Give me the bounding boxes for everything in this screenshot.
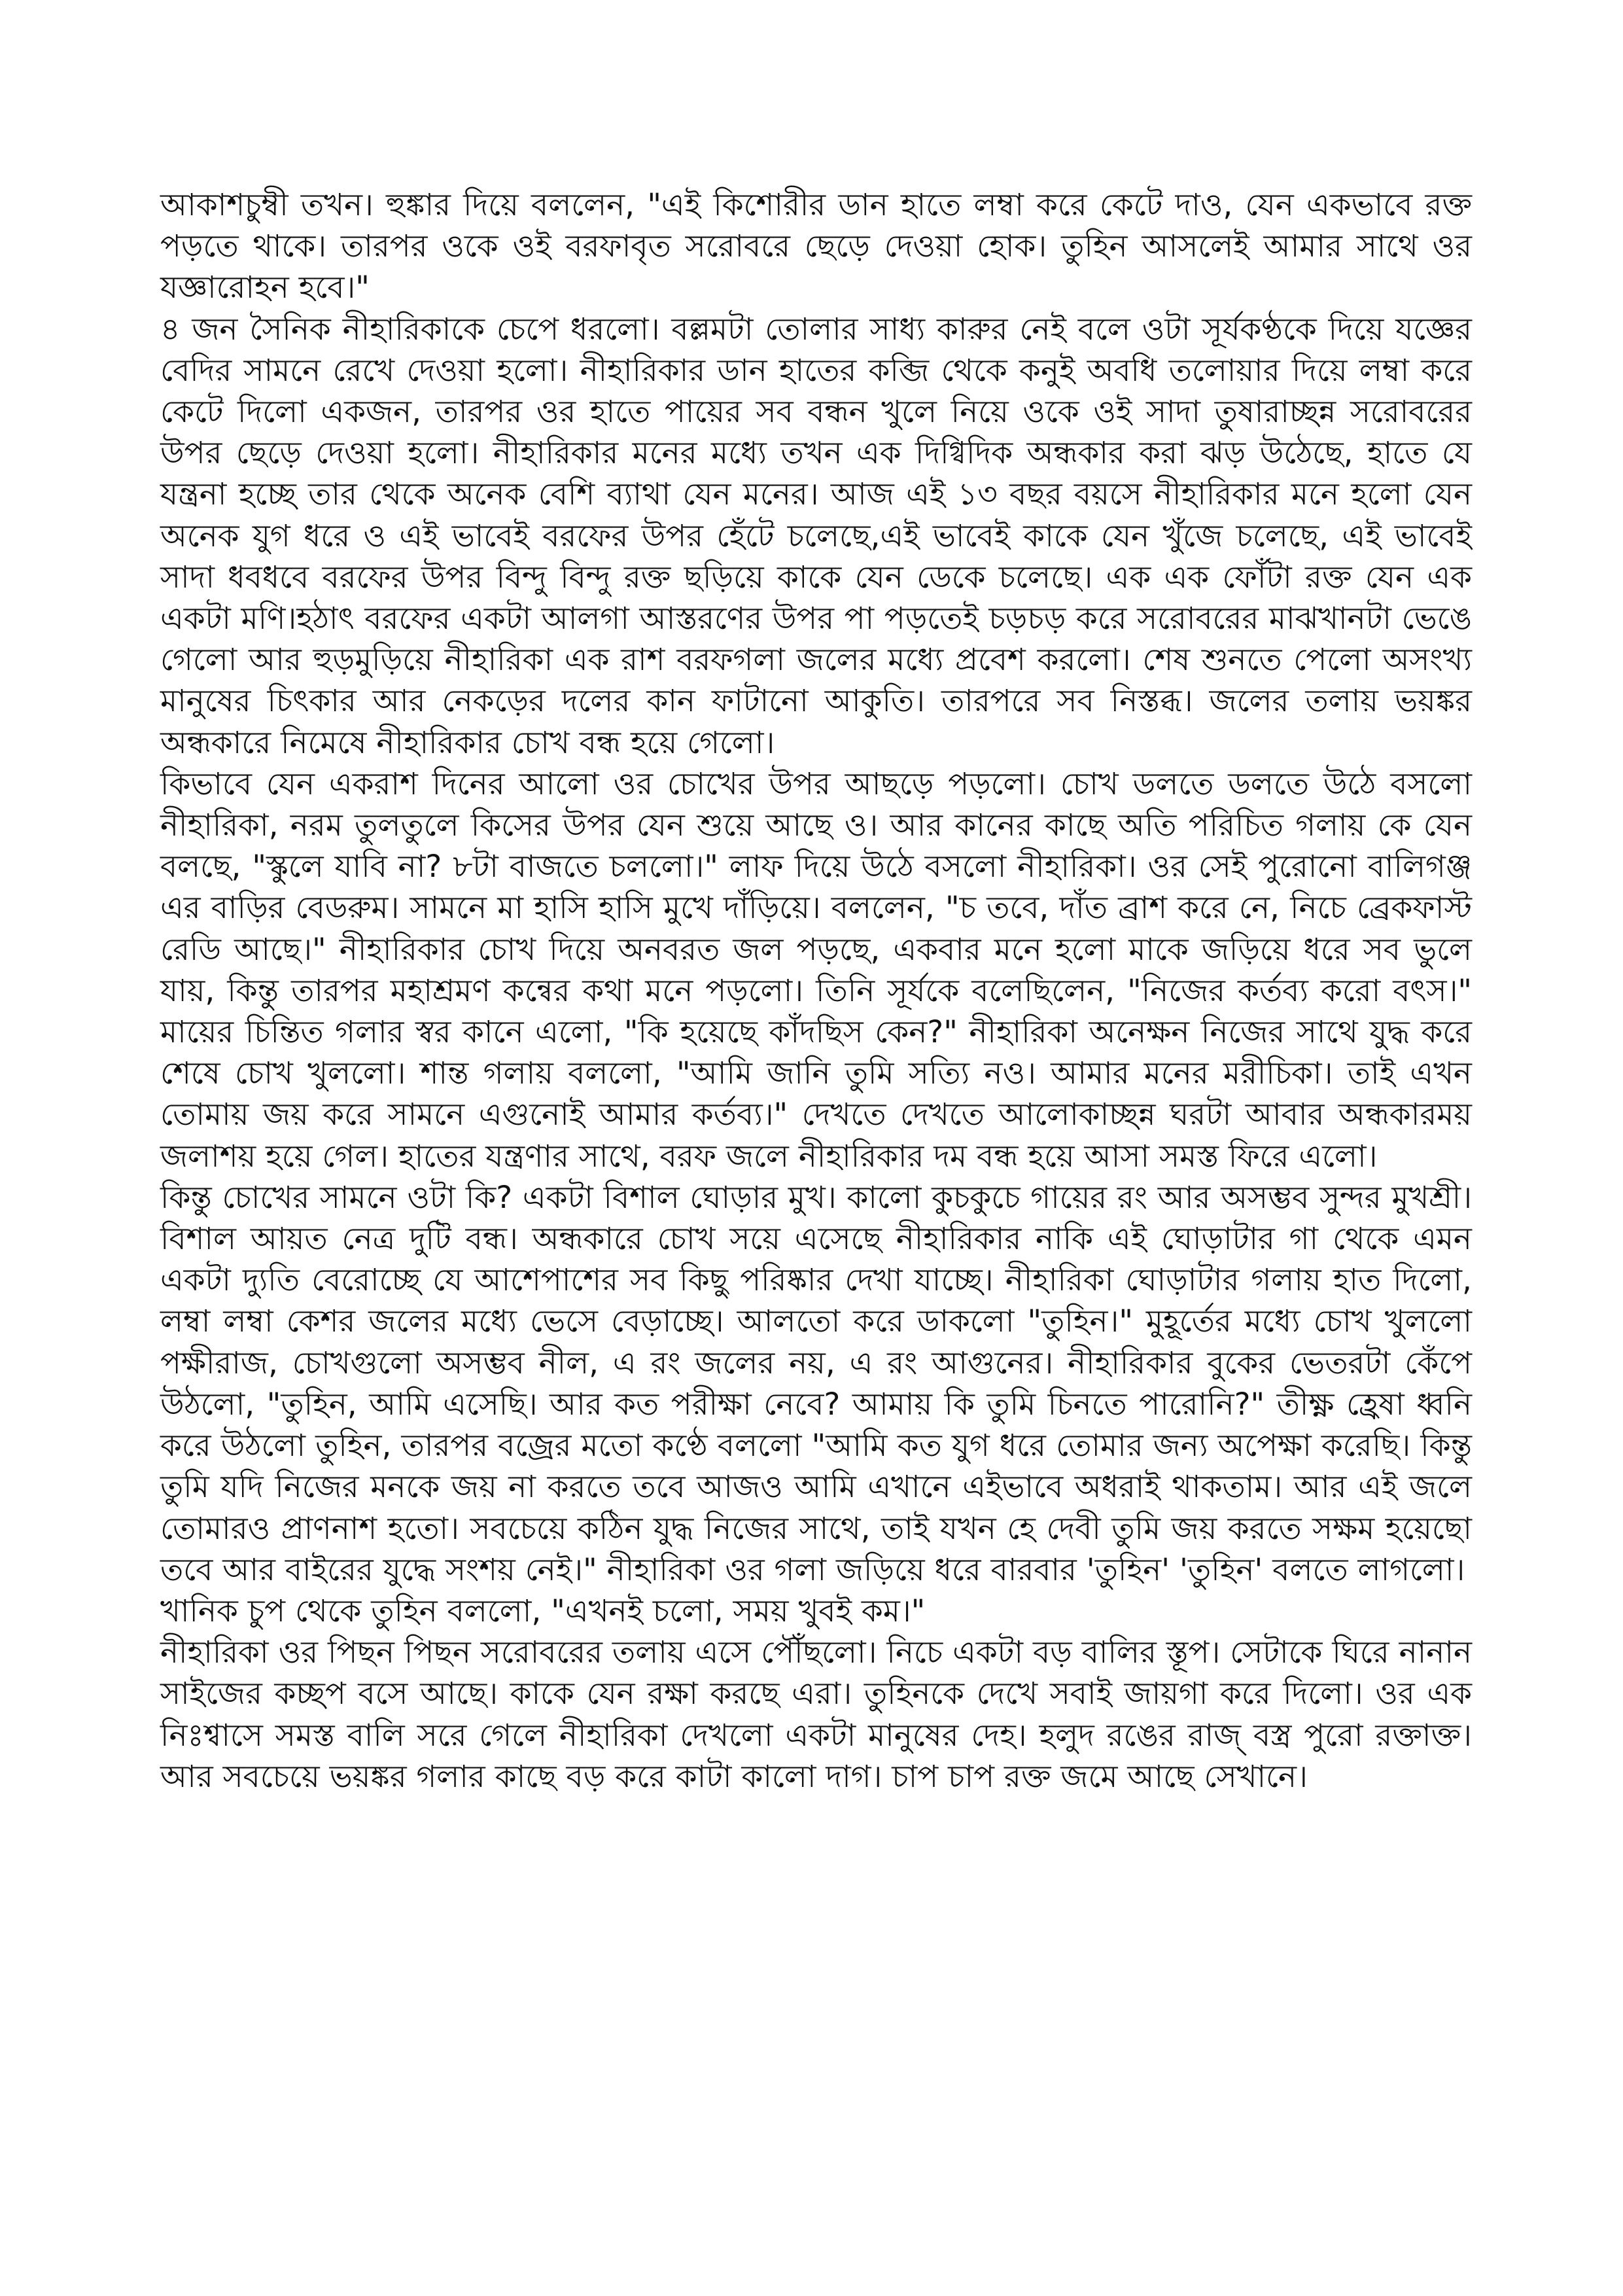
paragraph-4: কিন্তু চোখের সামনে ওটা কি? একটা বিশাল ঘোড়ার মুখ। কালো কুচকুচে গায়ের রং আর অসম্ভব সুন্দর মুখশ্রী। বিশাল আয়ত নেত্র দুটি বন্ধ। অন্ধকারে চোখ সয়ে এসেছে নীহারিকার নাকি এই ঘোড়াটার গা থেকে এমন একটা দ্যুতি বেরোচ্ছে যে আশেপাশের সব কিছু পরিষ্কার দেখা যাচ্ছে। নীহারিকা ঘোড়াটার গলায় হাত দিলো, লম্বা লম্বা কেশর জলের মধ্যে ভেসে বেড়াচ্ছে। আলতো করে ডাকলো "তুহিন।" মুহূর্তের মধ্যে চোখ খুললো পক্ষীরাজ, চোখগুলো অসম্ভব নীল, এ রং জলের নয়, এ রং আগুনের। নীহারিকার বুকের ভেতরটা কেঁপে উঠলো, "তুহিন, আমি এসেছি। আর কত পরীক্ষা নেবে? আমায় কি তুমি চিনতে পারোনি?" তীক্ষ্ণ হ্রেষা ধ্বনি করে উঠলো তুহিন, তারপর বজ্রের মতো কণ্ঠে বললো "আমি কত যুগ ধরে তোমার জন্য অপেক্ষা করেছি। কিন্তু তুমি যদি নিজের মনকে জয় না করতে তবে আজও আমি এখানে এইভাবে অধরাই থাকতাম। আর এই জলে তোমারও প্রাণনাশ হতো। সবচেয়ে কঠিন যুদ্ধ নিজের সাথে, তাই যখন হে দেবী তুমি জয় করতে সক্ষম হয়েছো তবে আর বাইরের যুদ্ধে সংশয় নেই।" নীহারিকা ওর গলা জড়িয়ে ধরে বারবার 'তুহিন' 'তুহিন' বলতে লাগলো।: [160, 1179, 1473, 1588]
paragraph-6: নীহারিকা ওর পিছন পিছন সরোবরের তলায় এসে পৌঁছলো। নিচে একটা বড় বালির স্তূপ। সেটাকে ঘিরে নানান সাইজের কচ্ছপ বসে আছে। কাকে যেন রক্ষা করছে এরা। তুহিনকে দেখে সবাই জায়গা করে দিলো। ওর এক নিঃশ্বাসে সমস্ত বালি সরে গেলে নীহারিকা দেখলো একটা মানুষের দেহ। হলুদ রঙের রাজ্ বস্ত্র পুরো রক্তাক্ত। আর সবচেয়ে ভয়ঙ্কর গলার কাছে বড় করে কাটা কালো দাগ। চাপ চাপ রক্ত জমে আছে সেখানে।: [160, 1634, 1472, 1795]
paragraph-5: খানিক চুপ থেকে তুহিন বললো, "এখনই চলো, সময় খুবই কম।": [160, 1593, 926, 1629]
document-page: [160, 185, 1472, 1797]
paragraph-1: আকাশচুম্বী তখন। হুঙ্কার দিয়ে বললেন, "এই কিশোরীর ডান হাতে লম্বা করে কেটে দাও, যেন একভাবে রক্ত পড়তে থাকে। তারপর ওকে ওই বরফাবৃত সরোবরে ছেড়ে দেওয়া হোক। তুহিন আসলেই আমার সাথে ওর যজ্ঞারোহন হবে।": [160, 187, 1472, 306]
paragraph-3: কিভাবে যেন একরাশ দিনের আলো ওর চোখের উপর আছড়ে পড়লো। চোখ ডলতে ডলতে উঠে বসলো নীহারিকা, নরম তুলতুলে কিসের উপর যেন শুয়ে আছে ও। আর কানের কাছে অতি পরিচিত গলায় কে যেন বলছে, "স্কুলে যাবি না? ৮টা বাজতে চললো।" লাফ দিয়ে উঠে বসলো নীহারিকা। ওর সেই পুরোনো বালিগঞ্জ এর বাড়ির বেডরুম। সামনে মা হাসি হাসি মুখে দাঁড়িয়ে। বললেন, "চ তবে, দাঁত ব্রাশ করে নে, নিচে ব্রেকফাস্ট রেডি আছে।" নীহারিকার চোখ দিয়ে অনবরত জল পড়ছে, একবার মনে হলো মাকে জড়িয়ে ধরে সব ভুলে যায়, কিন্তু তারপর মহাশ্রমণ কন্বের কথা মনে পড়লো। তিনি সূর্যকে বলেছিলেন, "নিজের কর্তব্য করো বৎস।" মায়ের চিন্তিত গলার স্বর কানে এলো, "কি হয়েছে কাঁদছিস কেন?" নীহারিকা অনেক্ষন নিজের সাথে যুদ্ধ করে শেষে চোখ খুললো। শান্ত গলায় বললো, "আমি জানি তুমি সত্যি নও। আমার মনের মরীচিকা। তাই এখন তোমায় জয় করে সামনে এগুনোই আমার কর্তব্য।" দেখতে দেখতে আলোকাচ্ছন্ন ঘরটা আবার অন্ধকারময় জলাশয় হয়ে গেল। হাতের যন্ত্রণার সাথে, বরফ জলে নীহারিকার দম বন্ধ হয়ে আসা সমস্ত ফিরে এলো।: [160, 766, 1472, 1174]
paragraph-2: ৪ জন সৈনিক নীহারিকাকে চেপে ধরলো। বল্লমটা তোলার সাধ্য কারুর নেই বলে ওটা সূর্যকণ্ঠকে দিয়ে যজ্ঞের বেদির সামনে রেখে দেওয়া হলো। নীহারিকার ডান হাতের কব্জি থেকে কনুই অবধি তলোয়ার দিয়ে লম্বা করে কেটে দিলো একজন, তারপর ওর হাতে পায়ের সব বন্ধন খুলে নিয়ে ওকে ওই সাদা তুষারাচ্ছন্ন সরোবরের উপর ছেড়ে দেওয়া হলো। নীহারিকার মনের মধ্যে তখন এক দিগ্বিদিক অন্ধকার করা ঝড় উঠেছে, হাতে যে যন্ত্রনা হচ্ছে তার থেকে অনেক বেশি ব্যাথা যেন মনের। আজ এই ১৩ বছর বয়সে নীহারিকার মনে হলো যেন অনেক যুগ ধরে ও এই ভাবেই বরফের উপর হেঁটে চলেছে,এই ভাবেই কাকে যেন খুঁজে চলেছে, এই ভাবেই সাদা ধবধবে বরফের উপর বিন্দু বিন্দু রক্ত ছড়িয়ে কাকে যেন ডেকে চলেছে। এক এক ফোঁটা রক্ত যেন এক একটা মণি।হঠাৎ বরফের একটা আলগা আস্তরণের উপর পা পড়তেই চড়চড় করে সরোবরের মাঝখানটা ভেঙে গেলো আর হুড়মুড়িয়ে নীহারিকা এক রাশ বরফগলা জলের মধ্যে প্রবেশ করলো। শেষ শুনতে পেলো অসংখ্য মানুষের চিৎকার আর নেকড়ের দলের কান ফাটানো আকুতি। তারপরে সব নিস্তব্ধ। জলের তলায় ভয়ঙ্কর অন্ধকারে নিমেষে নীহারিকার চোখ বন্ধ হয়ে গেলো।: [160, 311, 1472, 761]
